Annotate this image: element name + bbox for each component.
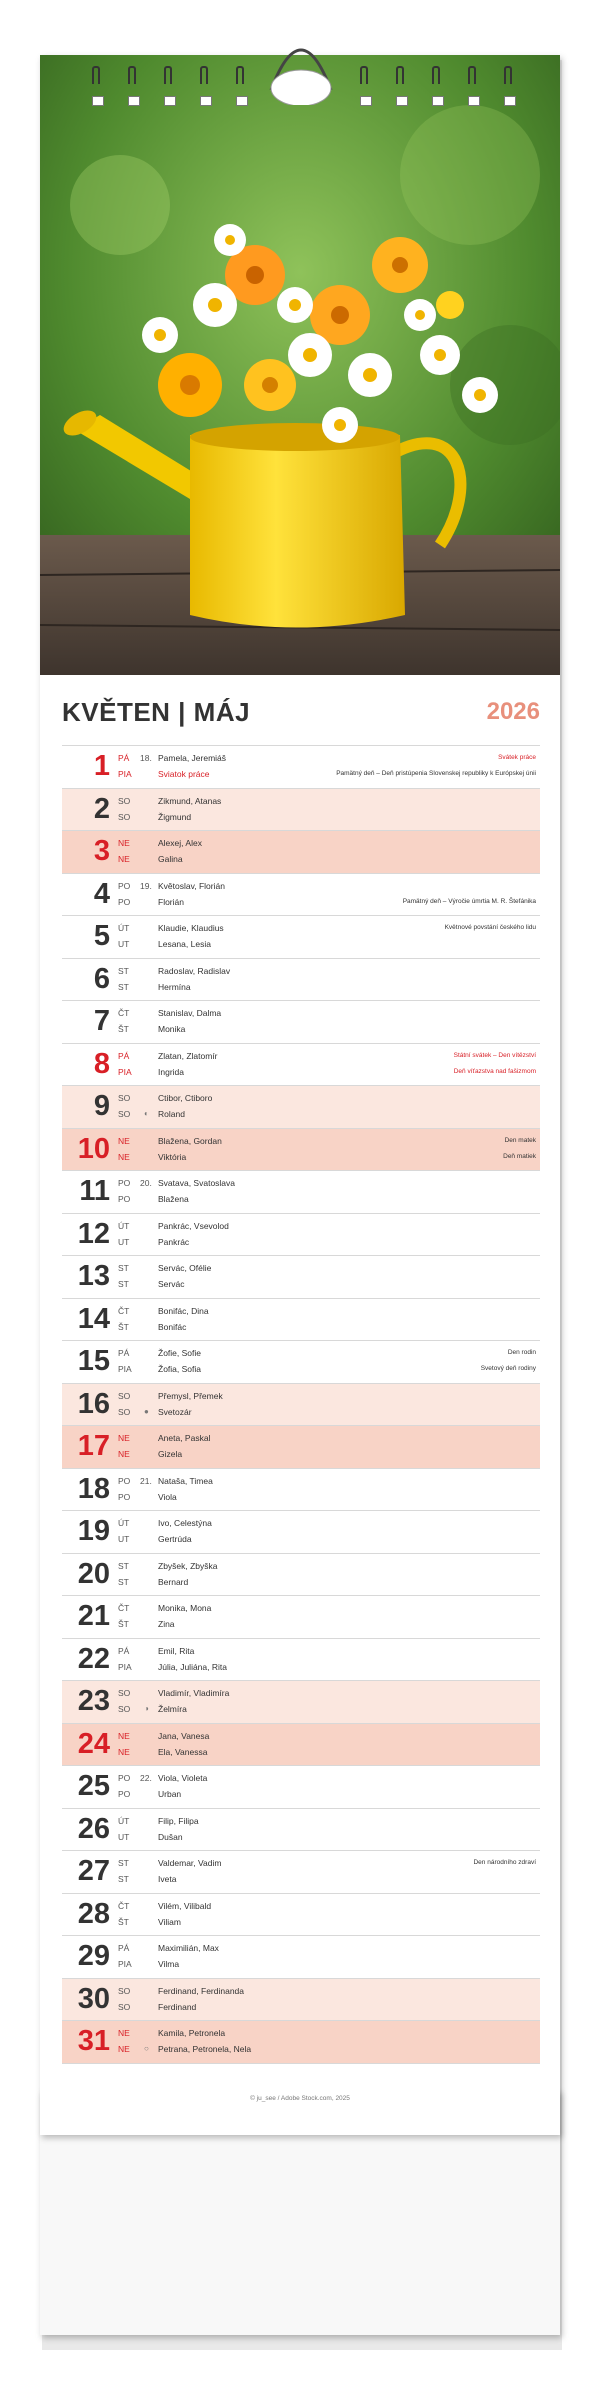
holiday-sk: Deň víťazstva nad fašizmom: [453, 1067, 536, 1075]
calendar-page: [40, 55, 560, 2135]
day-row: [62, 1595, 540, 1638]
weekday-sk: NE: [118, 1151, 130, 1162]
day-row: [62, 1808, 540, 1851]
binding-coil: [200, 66, 210, 106]
day-row: [62, 958, 540, 1001]
nameday-sk: Florián: [158, 896, 184, 907]
day-number: 15: [77, 1345, 110, 1377]
nameday-sk: Urban: [158, 1789, 182, 1799]
weekday-cz: SO: [118, 795, 131, 806]
day-list: [62, 745, 540, 2064]
day-row: [62, 1298, 540, 1341]
nameday-cz: Valdemar, Vadim: [158, 1858, 222, 1868]
holiday-cz: Svátek práce: [498, 754, 536, 761]
weekday-sk: PIA: [118, 1364, 132, 1374]
holiday-sk: Pamätný deň – Deň pristúpenia Slovenskej republiky k Európskej únii: [336, 770, 536, 777]
weekday-sk: UT: [118, 1534, 130, 1544]
weekday-cz: NE: [118, 1433, 130, 1443]
list-end-divider: [62, 2063, 540, 2064]
day-row: [62, 830, 540, 873]
holiday-cz: Den národního zdraví: [473, 1859, 536, 1866]
hanger-hook[interactable]: [266, 30, 336, 105]
day-row: [62, 1000, 540, 1043]
nameday-sk: Iveta: [158, 1874, 177, 1884]
nameday-cz: Jana, Vanesa: [158, 1730, 210, 1741]
nameday-cz: Ctibor, Ctiboro: [158, 1093, 213, 1103]
nameday-cz: Ivo, Celestýna: [158, 1518, 212, 1528]
nameday-cz: Vilém, Vilibald: [158, 1900, 212, 1911]
weekday-sk: UT: [118, 1236, 130, 1247]
day-row: [62, 915, 540, 958]
nameday-sk: Želmíra: [158, 1704, 187, 1714]
nameday-sk: Dušan: [158, 1831, 183, 1842]
nameday-cz: Klaudie, Klaudius: [158, 923, 224, 933]
binding-coil: [468, 66, 478, 106]
day-row: [62, 1765, 540, 1808]
spiral-binding: [0, 30, 600, 90]
nameday-cz: Bonifác, Dina: [158, 1305, 209, 1316]
binding-coil: [504, 66, 514, 106]
nameday-cz: Stanislav, Dalma: [158, 1008, 222, 1018]
nameday-cz: Nataša, Timea: [158, 1475, 213, 1486]
weekday-cz: PO: [118, 880, 131, 891]
day-row: [62, 1340, 540, 1383]
day-number: 14: [77, 1302, 110, 1335]
day-number: 11: [79, 1175, 110, 1207]
nameday-sk: Galina: [158, 854, 183, 864]
nameday-cz: Aneta, Paskal: [158, 1433, 211, 1443]
day-row: [62, 1680, 540, 1723]
day-number: 19: [77, 1515, 110, 1547]
weekday-sk: SO: [118, 811, 131, 822]
weekday-cz: ČT: [118, 1603, 130, 1613]
day-row: [62, 1255, 540, 1298]
day-number: 8: [93, 1047, 110, 1080]
moon-phase-icon: ●: [144, 1406, 149, 1416]
binding-coil: [92, 66, 102, 106]
day-number: 5: [93, 920, 110, 952]
nameday-cz: Alexej, Alex: [158, 838, 202, 848]
day-number: 2: [93, 792, 110, 825]
weekday-sk: ŠT: [118, 1619, 129, 1629]
nameday-sk: Gertrúda: [158, 1534, 192, 1544]
weekday-sk: NE: [118, 1746, 130, 1757]
day-number: 17: [77, 1430, 110, 1462]
weekday-cz: PO: [118, 1773, 131, 1783]
nameday-cz: Filip, Filipa: [158, 1815, 199, 1826]
calendar-photo: [40, 55, 560, 675]
weekday-sk: SO: [118, 2001, 131, 2012]
day-number: 24: [77, 1727, 110, 1760]
day-row: [62, 1893, 540, 1936]
nameday-sk: Svetozár: [158, 1406, 192, 1417]
day-number: 13: [77, 1260, 110, 1292]
holiday-sk: Pamätný deň – Výročie úmrtia M. R. Štefánika: [402, 897, 536, 905]
week-number: 21.: [140, 1475, 152, 1486]
weekday-sk: ŠT: [118, 1024, 129, 1034]
weekday-cz: SO: [118, 1985, 131, 1996]
holiday-sk: Deň matiek: [503, 1152, 536, 1160]
holiday-cz: Státní svátek – Den vítězství: [453, 1051, 536, 1059]
moon-phase-icon: ◑: [144, 1704, 149, 1713]
nameday-sk: Servác: [158, 1279, 185, 1289]
day-number: 18: [77, 1472, 110, 1505]
weekday-sk: PIA: [118, 1959, 132, 1969]
day-number: 25: [77, 1770, 110, 1802]
day-row: [62, 745, 540, 788]
weekday-sk: PO: [118, 1789, 131, 1799]
nameday-cz: Zbyšek, Zbyška: [158, 1560, 218, 1571]
binding-coil: [360, 66, 370, 106]
weekday-sk: NE: [118, 854, 130, 864]
nameday-sk: Bernard: [158, 1576, 189, 1587]
day-number: 31: [77, 2025, 110, 2057]
weekday-sk: PIA: [118, 1066, 132, 1077]
nameday-sk: Vilma: [158, 1959, 180, 1969]
weekday-sk: UT: [118, 1831, 130, 1842]
weekday-cz: ÚT: [118, 1220, 130, 1231]
week-number: 22.: [140, 1773, 152, 1783]
day-number: 27: [77, 1855, 110, 1887]
weekday-cz: ČT: [118, 1900, 130, 1911]
moon-phase-icon: ○: [144, 2044, 149, 2053]
nameday-sk: Ela, Vanessa: [158, 1746, 208, 1757]
nameday-sk: Pankrác: [158, 1236, 190, 1247]
weekday-cz: PO: [118, 1475, 131, 1486]
nameday-cz: Maximilián, Max: [158, 1943, 219, 1953]
day-row: [62, 1850, 540, 1893]
day-number: 6: [93, 962, 110, 995]
day-row: [62, 1085, 540, 1128]
nameday-cz: Pamela, Jeremiáš: [158, 753, 227, 763]
photo-credit: © ju_see / Adobe Stock.com, 2025: [250, 2095, 350, 2102]
day-number: 20: [77, 1557, 110, 1590]
weekday-cz: NE: [118, 2028, 130, 2038]
holiday-cz: Květnové povstání českého lidu: [444, 924, 536, 931]
day-row: [62, 2020, 540, 2063]
weekday-sk: ST: [118, 981, 129, 992]
day-number: 1: [93, 750, 110, 782]
day-row: [62, 1170, 540, 1213]
weekday-cz: PÁ: [118, 1348, 130, 1358]
weekday-cz: NE: [118, 1135, 130, 1146]
weekday-cz: ČT: [118, 1305, 130, 1316]
weekday-cz: ČT: [118, 1008, 130, 1018]
day-number: 16: [77, 1387, 110, 1420]
weekday-cz: ST: [118, 1263, 129, 1273]
day-number: 12: [77, 1217, 110, 1250]
nameday-cz: Radoslav, Radislav: [158, 965, 231, 976]
nameday-sk: Ferdinand: [158, 2001, 197, 2012]
day-number: 10: [77, 1132, 110, 1165]
weekday-sk: SO: [118, 1406, 131, 1417]
weekday-sk: PIA: [118, 769, 132, 779]
day-row: [62, 1935, 540, 1978]
day-number: 28: [77, 1897, 110, 1930]
nameday-sk: Petrana, Petronela, Nela: [158, 2044, 252, 2054]
weekday-sk: PIA: [118, 1661, 132, 1672]
holiday-cz: Den rodin: [507, 1349, 536, 1356]
month-title: KVĚTEN | MÁJ: [62, 697, 251, 727]
binding-coil: [432, 66, 442, 106]
weekday-cz: SO: [118, 1093, 131, 1103]
nameday-sk: Júlia, Juliána, Rita: [158, 1661, 227, 1672]
nameday-cz: Kamila, Petronela: [158, 2028, 226, 2038]
nameday-sk: Blažena: [158, 1194, 189, 1204]
day-number: 21: [77, 1600, 110, 1632]
nameday-cz: Svatava, Svatoslava: [158, 1178, 236, 1188]
nameday-cz: Vladimír, Vladimíra: [158, 1688, 230, 1698]
nameday-cz: Blažena, Gordan: [158, 1135, 222, 1146]
weekday-sk: UT: [118, 939, 130, 949]
nameday-cz: Přemysl, Přemek: [158, 1390, 223, 1401]
nameday-sk: Žigmund: [158, 811, 192, 822]
nameday-cz: Ferdinand, Ferdinanda: [158, 1985, 245, 1996]
day-number: 26: [77, 1812, 110, 1845]
weekday-sk: PO: [118, 1491, 131, 1502]
binding-coil: [164, 66, 174, 106]
weekday-sk: SO: [118, 1704, 131, 1714]
day-row: [62, 788, 540, 831]
weekday-cz: SO: [118, 1390, 131, 1401]
day-number: 4: [93, 877, 110, 910]
nameday-cz: Zikmund, Atanas: [158, 795, 222, 806]
weekday-cz: ÚT: [118, 1815, 130, 1826]
weekday-cz: PÁ: [118, 1943, 130, 1953]
weekday-cz: ST: [118, 1858, 129, 1868]
nameday-cz: Květoslav, Florián: [158, 880, 225, 891]
day-row: [62, 1553, 540, 1596]
day-number: 29: [77, 1940, 110, 1972]
day-row: [62, 1425, 540, 1468]
weekday-cz: PÁ: [118, 1050, 130, 1061]
day-number: 7: [93, 1005, 110, 1037]
weekday-cz: SO: [118, 1688, 131, 1698]
nameday-cz: Žofie, Sofie: [158, 1348, 201, 1358]
weekday-cz: ST: [118, 965, 129, 976]
nameday-sk: Sviatok práce: [158, 769, 210, 779]
weekday-cz: PÁ: [118, 1645, 130, 1656]
weekday-sk: NE: [118, 1449, 130, 1459]
day-row: [62, 1043, 540, 1086]
weekday-cz: ST: [118, 1560, 129, 1571]
day-number: 9: [93, 1090, 110, 1122]
nameday-cz: Emil, Rita: [158, 1645, 195, 1656]
day-row: [62, 1128, 540, 1171]
nameday-sk: Monika: [158, 1024, 186, 1034]
weekday-cz: NE: [118, 1730, 130, 1741]
day-row: [62, 1638, 540, 1681]
week-number: 19.: [140, 880, 152, 891]
nameday-sk: Bonifác: [158, 1321, 187, 1332]
nameday-sk: Žofia, Sofia: [158, 1364, 201, 1374]
weekday-sk: ST: [118, 1874, 129, 1884]
weekday-sk: ŠT: [118, 1916, 129, 1927]
nameday-cz: Viola, Violeta: [158, 1773, 208, 1783]
nameday-sk: Lesana, Lesia: [158, 939, 211, 949]
binding-coil: [128, 66, 138, 106]
day-number: 30: [77, 1982, 110, 2015]
day-row: [62, 1978, 540, 2021]
weekday-cz: PÁ: [118, 753, 130, 763]
day-row: [62, 1468, 540, 1511]
moon-phase-icon: ◐: [144, 1109, 149, 1118]
weekday-sk: PO: [118, 1194, 131, 1204]
holiday-sk: Svetový deň rodiny: [480, 1365, 536, 1372]
week-number: 20.: [140, 1178, 152, 1188]
nameday-cz: Servác, Ofélie: [158, 1263, 212, 1273]
nameday-sk: Ingrida: [158, 1066, 184, 1077]
weekday-sk: ŠT: [118, 1321, 129, 1332]
day-number: 22: [77, 1642, 110, 1675]
nameday-sk: Zina: [158, 1619, 175, 1629]
weekday-cz: PO: [118, 1178, 131, 1188]
holiday-cz: Den matek: [504, 1136, 536, 1144]
nameday-sk: Hermína: [158, 981, 191, 992]
day-number: 3: [93, 835, 110, 867]
day-row: [62, 1723, 540, 1766]
weekday-cz: NE: [118, 838, 130, 848]
weekday-sk: ST: [118, 1576, 129, 1587]
nameday-cz: Monika, Mona: [158, 1603, 212, 1613]
weekday-sk: SO: [118, 1109, 131, 1119]
nameday-sk: Viola: [158, 1491, 177, 1502]
weekday-sk: ST: [118, 1279, 129, 1289]
nameday-cz: Zlatan, Zlatomír: [158, 1050, 218, 1061]
binding-coil: [236, 66, 246, 106]
weekday-cz: ÚT: [118, 923, 130, 933]
nameday-sk: Roland: [158, 1109, 185, 1119]
week-number: 18.: [140, 753, 152, 763]
day-number: 23: [77, 1685, 110, 1717]
day-row: [62, 1510, 540, 1553]
day-row: [62, 1213, 540, 1256]
binding-coil: [396, 66, 406, 106]
nameday-sk: Viliam: [158, 1916, 181, 1927]
nameday-sk: Gizela: [158, 1449, 183, 1459]
nameday-cz: Pankrác, Vsevolod: [158, 1220, 229, 1231]
year-label: 2026: [486, 698, 540, 725]
weekday-sk: NE: [118, 2044, 130, 2054]
nameday-sk: Viktória: [158, 1151, 187, 1162]
day-row: [62, 873, 540, 916]
weekday-sk: PO: [118, 896, 131, 907]
weekday-cz: ÚT: [118, 1518, 130, 1528]
day-row: [62, 1383, 540, 1426]
